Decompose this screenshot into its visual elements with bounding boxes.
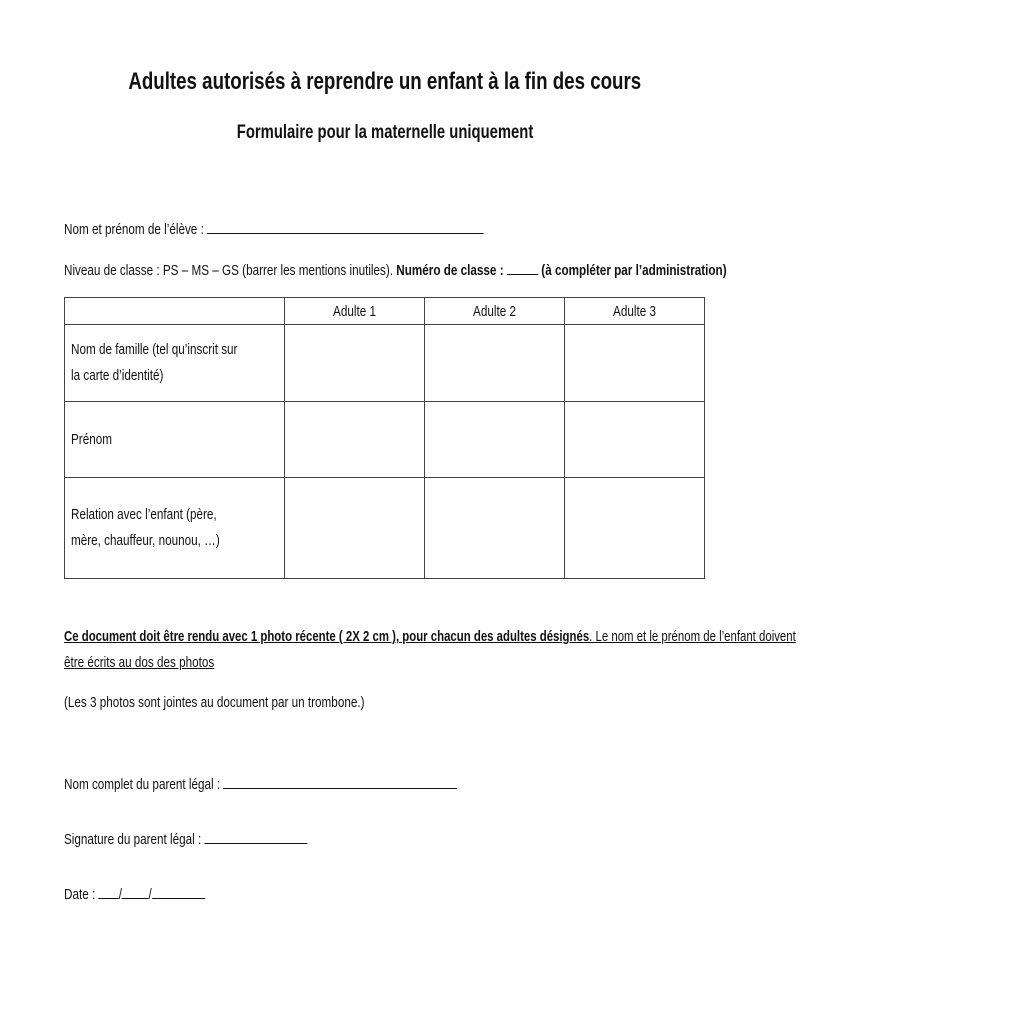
column-header-adult-2: Adulte 2 bbox=[425, 298, 565, 325]
date-month-field[interactable] bbox=[122, 884, 149, 899]
date-day-field[interactable] bbox=[98, 884, 118, 899]
cell-adult-3-first-name[interactable] bbox=[565, 402, 705, 478]
date-year-field[interactable] bbox=[152, 884, 205, 899]
photo-notice bbox=[64, 624, 796, 676]
cell-adult-3-relation[interactable] bbox=[565, 478, 705, 579]
class-number-field[interactable] bbox=[507, 260, 538, 275]
cell-adult-2-first-name[interactable] bbox=[425, 402, 565, 478]
table-header-corner bbox=[65, 298, 285, 325]
student-name-label: Nom et prénom de l’élève : bbox=[64, 221, 204, 238]
column-header-adult-3: Adulte 3 bbox=[565, 298, 705, 325]
cell-adult-2-relation[interactable] bbox=[425, 478, 565, 579]
document-title: Adultes autorisés à reprendre un enfant à la fin des cours bbox=[128, 68, 642, 95]
parent-name-label: Nom complet du parent légal : bbox=[64, 776, 221, 793]
cell-adult-3-last-name[interactable] bbox=[565, 325, 705, 402]
photos-note: (Les 3 photos sont jointes au document par un trombone.) bbox=[64, 694, 365, 711]
class-level-label: Niveau de classe : PS – MS – GS (barrer les mentions inutiles). bbox=[64, 262, 394, 279]
class-level-row bbox=[64, 260, 913, 281]
date-separator: / bbox=[118, 886, 123, 903]
student-name-field[interactable] bbox=[207, 219, 484, 234]
parent-name-row bbox=[64, 774, 568, 795]
cell-adult-1-first-name[interactable] bbox=[285, 402, 425, 478]
parent-name-field[interactable] bbox=[223, 774, 457, 789]
row-label-first-name: Prénom bbox=[65, 402, 285, 478]
date-label: Date : bbox=[64, 886, 96, 903]
table-row bbox=[65, 478, 705, 579]
cell-adult-2-last-name[interactable] bbox=[425, 325, 565, 402]
parent-signature-row bbox=[64, 829, 376, 850]
row-label-relation: Relation avec l’enfant (père, mère, chauffeur, nounou, …) bbox=[65, 478, 285, 579]
photo-notice-line2: être écrits au dos des photos bbox=[64, 654, 215, 671]
authorized-adults-table bbox=[64, 297, 705, 579]
class-number-note: (à compléter par l’administration) bbox=[541, 262, 727, 279]
cell-adult-1-last-name[interactable] bbox=[285, 325, 425, 402]
parent-signature-label: Signature du parent légal : bbox=[64, 831, 202, 848]
class-number-label: Numéro de classe : bbox=[396, 262, 504, 279]
cell-adult-1-relation[interactable] bbox=[285, 478, 425, 579]
student-name-row bbox=[64, 219, 602, 240]
table-row bbox=[65, 402, 705, 478]
row-label-last-name: Nom de famille (tel qu’inscrit sur la carte d’identité) bbox=[65, 325, 285, 402]
photo-notice-bold: Ce document doit être rendu avec 1 photo récente ( 2X 2 cm ), pour chacun des adultes désignés bbox=[64, 628, 590, 645]
column-header-adult-1: Adulte 1 bbox=[285, 298, 425, 325]
table-row bbox=[65, 325, 705, 402]
document-subtitle: Formulaire pour la maternelle uniquement bbox=[236, 122, 534, 143]
photo-notice-rest: . Le nom et le prénom de l’enfant doivent bbox=[589, 628, 796, 645]
date-separator: / bbox=[148, 886, 152, 903]
table-header-row bbox=[65, 298, 705, 325]
parent-signature-field[interactable] bbox=[205, 829, 308, 844]
date-row bbox=[64, 884, 245, 905]
